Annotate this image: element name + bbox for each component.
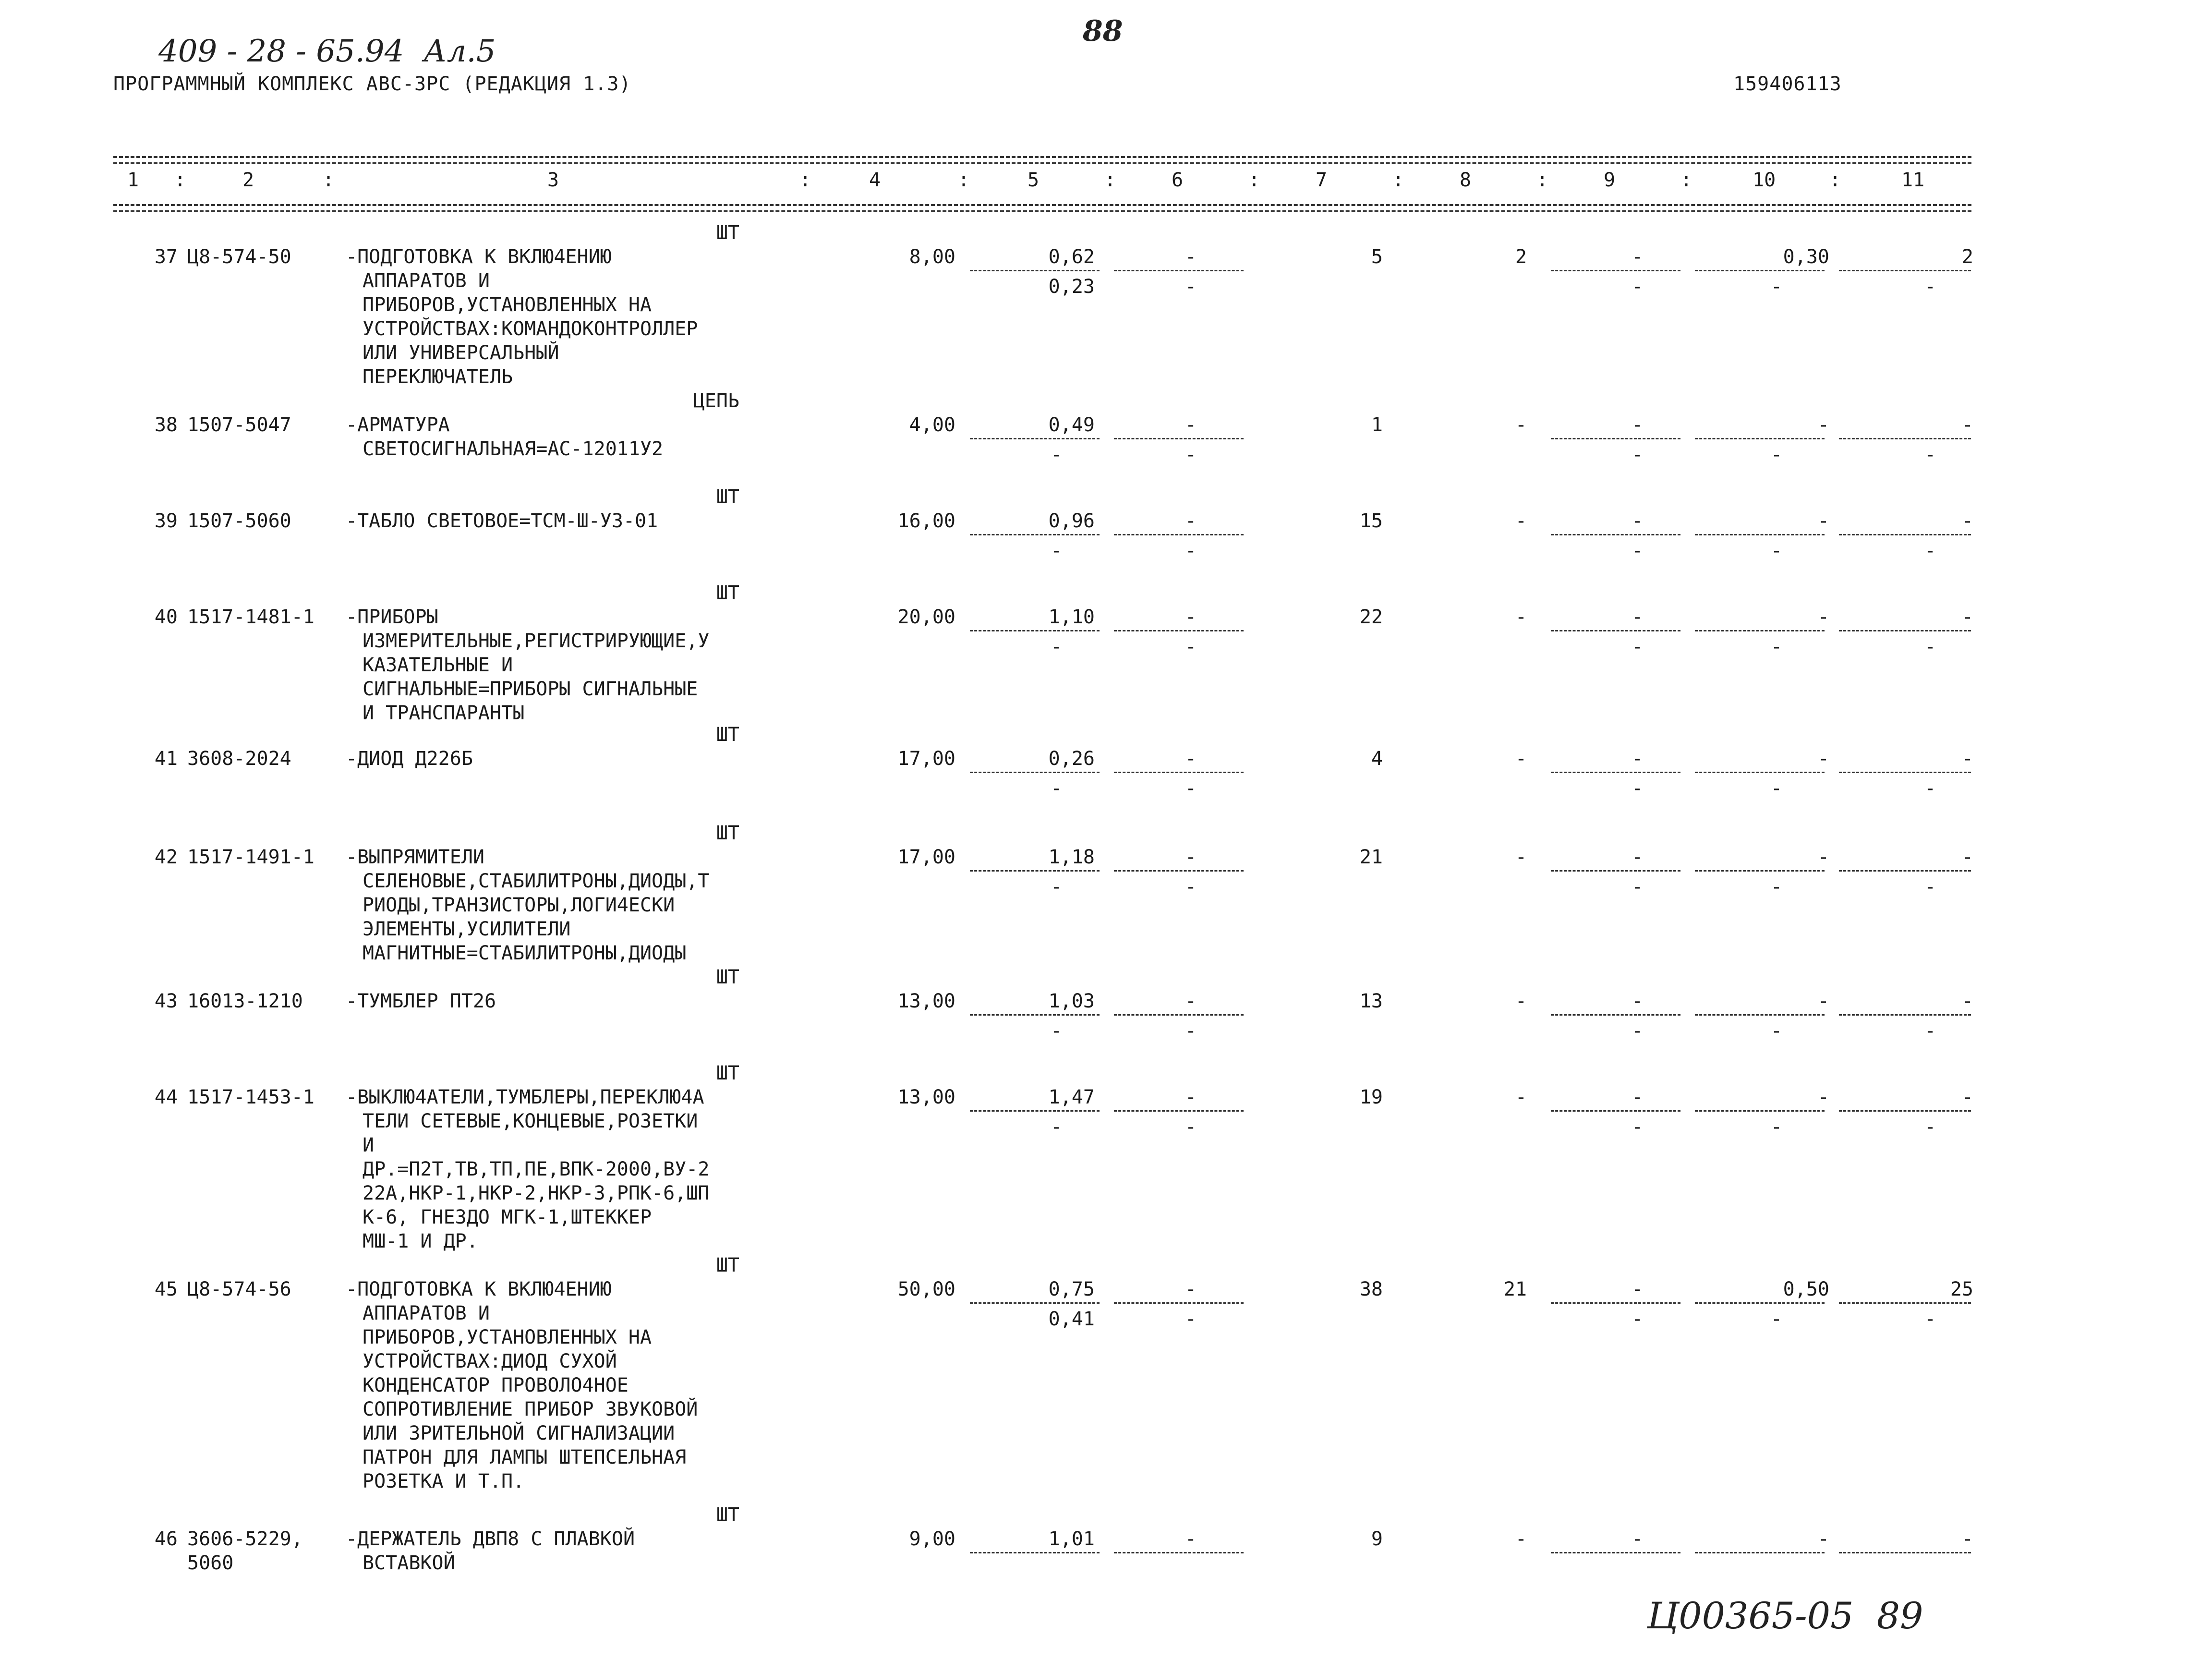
cell-col10-second: - — [1770, 540, 1783, 562]
cell-col5: 0,96 — [1048, 510, 1095, 532]
cell-col10: - — [1817, 846, 1829, 868]
row-description-line: И — [363, 1134, 375, 1156]
cell-col8: - — [1515, 510, 1527, 532]
divider-col6 — [1114, 438, 1244, 439]
column-separator: : — [1829, 169, 1841, 191]
column-header-9: 9 — [1604, 169, 1616, 191]
cell-col4: 17,00 — [897, 846, 955, 868]
cell-col5-second: - — [1050, 1116, 1063, 1138]
row-description-line: И ТРАНСПАРАНТЫ — [363, 702, 525, 724]
cell-col6: - — [1185, 846, 1197, 868]
divider-col9 — [1551, 1014, 1680, 1016]
row-number: 43 — [154, 990, 178, 1012]
divider-col11 — [1839, 270, 1971, 271]
cell-col6: - — [1185, 510, 1197, 532]
cell-col8: - — [1515, 846, 1527, 868]
row-code: 1507-5047 — [187, 414, 291, 436]
row-number: 44 — [154, 1086, 178, 1108]
row-number: 41 — [154, 748, 178, 770]
unit-label: ЦЕПЬ — [693, 390, 739, 412]
cell-col6-second: - — [1185, 1020, 1197, 1042]
cell-col11: - — [1961, 414, 1973, 436]
divider-col11 — [1839, 1302, 1971, 1304]
cell-col5: 1,18 — [1048, 846, 1095, 868]
cell-col10-second: - — [1770, 1020, 1783, 1042]
cell-col11-second: - — [1924, 1308, 1936, 1330]
divider-col9 — [1551, 1552, 1680, 1553]
row-code: 1507-5060 — [187, 510, 291, 532]
divider-col6 — [1114, 1110, 1244, 1112]
cell-col10-second: - — [1770, 1308, 1783, 1330]
cell-col9-second: - — [1631, 876, 1644, 898]
divider-col5 — [970, 870, 1100, 872]
cell-col4: 13,00 — [897, 1086, 955, 1108]
row-description-line: -ТУМБЛЕР ПТ26 — [346, 990, 496, 1012]
divider-col6 — [1114, 1014, 1244, 1016]
doc-number: 159406113 — [1733, 73, 1842, 95]
cell-col11: - — [1961, 1086, 1973, 1108]
column-header-4: 4 — [869, 169, 881, 191]
row-description-line: АППАРАТОВ И — [363, 270, 490, 292]
divider-col9 — [1551, 438, 1680, 439]
column-header-6: 6 — [1172, 169, 1184, 191]
cell-col5-second: 0,41 — [1048, 1308, 1095, 1330]
cell-col5: 1,10 — [1048, 606, 1095, 628]
cell-col10-second: - — [1770, 876, 1783, 898]
cell-col9-second: - — [1631, 444, 1644, 466]
cell-col10-second: - — [1770, 636, 1783, 658]
cell-col10: - — [1817, 510, 1829, 532]
unit-label: ШТ — [716, 486, 739, 508]
cell-col9-second: - — [1631, 276, 1644, 298]
cell-col10: - — [1817, 990, 1829, 1012]
divider-col6 — [1114, 772, 1244, 773]
divider-col11 — [1839, 772, 1971, 773]
cell-col9: - — [1631, 748, 1644, 770]
row-description-line: МШ-1 И ДР. — [363, 1230, 478, 1252]
cell-col11-second: - — [1924, 1020, 1936, 1042]
cell-col11-second: - — [1924, 636, 1936, 658]
cell-col9: - — [1631, 606, 1644, 628]
cell-col5-second: - — [1050, 540, 1063, 562]
row-description-line: СВЕТОСИГНАЛЬНАЯ=АС-12011У2 — [363, 438, 664, 460]
divider-col9 — [1551, 270, 1680, 271]
cell-col11-second: - — [1924, 444, 1936, 466]
cell-col9: - — [1631, 1528, 1644, 1550]
divider-col11 — [1839, 1014, 1971, 1016]
row-code: 3606-5229, — [187, 1528, 303, 1550]
unit-label: ШТ — [716, 724, 739, 746]
row-code: 1517-1453-1 — [187, 1086, 314, 1108]
row-code: 1517-1481-1 — [187, 606, 314, 628]
cell-col9: - — [1631, 246, 1644, 268]
cell-col9: - — [1631, 510, 1644, 532]
cell-col5-second: 0,23 — [1048, 276, 1095, 298]
cell-col11: - — [1961, 990, 1973, 1012]
divider-col5 — [970, 772, 1100, 773]
divider-col10 — [1695, 270, 1825, 271]
row-number: 45 — [154, 1278, 178, 1300]
row-code: Ц8-574-56 — [187, 1278, 291, 1300]
cell-col9-second: - — [1631, 1308, 1644, 1330]
divider-col5 — [970, 270, 1100, 271]
column-header-5: 5 — [1027, 169, 1040, 191]
divider-col10 — [1695, 534, 1825, 535]
cell-col5-second: - — [1050, 1020, 1063, 1042]
cell-col10-second: - — [1770, 276, 1783, 298]
cell-col5: 0,75 — [1048, 1278, 1095, 1300]
row-number: 39 — [154, 510, 178, 532]
cell-col11: - — [1961, 748, 1973, 770]
divider-col6 — [1114, 534, 1244, 535]
column-separator: : — [1536, 169, 1548, 191]
divider-col6 — [1114, 1552, 1244, 1553]
column-header-10: 10 — [1753, 169, 1776, 191]
divider-col10 — [1695, 438, 1825, 439]
column-separator: : — [1248, 169, 1260, 191]
divider-col9 — [1551, 1302, 1680, 1304]
column-separator: : — [174, 169, 186, 191]
row-description-line: -ВЫПРЯМИТЕЛИ — [346, 846, 484, 868]
cell-col9: - — [1631, 1278, 1644, 1300]
cell-col11: - — [1961, 606, 1973, 628]
divider-col11 — [1839, 1552, 1971, 1553]
cell-col8: 2 — [1515, 246, 1527, 268]
unit-label: ШТ — [716, 1254, 739, 1276]
cell-col6: - — [1185, 748, 1197, 770]
divider-col10 — [1695, 870, 1825, 872]
row-description-line: СЕЛЕНОВЫЕ,СТАБИЛИТРОНЫ,ДИОДЫ,Т — [363, 870, 710, 892]
row-description-line: 22А,НКР-1,НКР-2,НКР-3,РПК-6,ШП — [363, 1182, 710, 1204]
cell-col6-second: - — [1185, 876, 1197, 898]
divider-col10 — [1695, 630, 1825, 631]
divider-col11 — [1839, 438, 1971, 439]
cell-col9-second: - — [1631, 777, 1644, 800]
cell-col10: - — [1817, 1528, 1829, 1550]
handwritten-code: 409 - 28 - 65.94 Ал.5 — [158, 34, 496, 69]
cell-col11: 25 — [1950, 1278, 1973, 1300]
row-number: 37 — [154, 246, 178, 268]
row-description-line: -ПОДГОТОВКА К ВКЛЮ4ЕНИЮ — [346, 246, 612, 268]
cell-col8: - — [1515, 990, 1527, 1012]
unit-label: ШТ — [716, 1504, 739, 1526]
cell-col9: - — [1631, 990, 1644, 1012]
cell-col10: - — [1817, 748, 1829, 770]
cell-col10: - — [1817, 606, 1829, 628]
column-separator: : — [1392, 169, 1404, 191]
unit-label: ШТ — [716, 1062, 739, 1084]
column-header-3: 3 — [547, 169, 559, 191]
cell-col5-second: - — [1050, 444, 1063, 466]
cell-col10: - — [1817, 1086, 1829, 1108]
cell-col4: 16,00 — [897, 510, 955, 532]
cell-col7: 22 — [1359, 606, 1383, 628]
unit-label: ШТ — [716, 822, 739, 844]
unit-label: ШТ — [716, 966, 739, 988]
cell-col6: - — [1185, 606, 1197, 628]
divider-col10 — [1695, 1302, 1825, 1304]
cell-col10-second: - — [1770, 1116, 1783, 1138]
row-description-line: ПРИБОРОВ,УСТАНОВЛЕННЫХ НА — [363, 294, 652, 316]
cell-col4: 4,00 — [909, 414, 955, 436]
cell-col9-second: - — [1631, 1116, 1644, 1138]
row-description-line: -ВЫКЛЮ4АТЕЛИ,ТУМБЛЕРЫ,ПЕРЕКЛЮ4А — [346, 1086, 704, 1108]
cell-col6: - — [1185, 414, 1197, 436]
cell-col4: 13,00 — [897, 990, 955, 1012]
cell-col9: - — [1631, 1086, 1644, 1108]
row-description-line: УСТРОЙСТВАХ:ДИОД СУХОЙ — [363, 1350, 617, 1372]
cell-col7: 9 — [1371, 1528, 1383, 1550]
column-separator: : — [323, 169, 335, 191]
row-description-line: МАГНИТНЫЕ=СТАБИЛИТРОНЫ,ДИОДЫ — [363, 942, 687, 964]
column-header-7: 7 — [1316, 169, 1328, 191]
cell-col8: - — [1515, 748, 1527, 770]
row-description-line: -ДЕРЖАТЕЛЬ ДВП8 С ПЛАВКОЙ — [346, 1528, 635, 1550]
cell-col10: 0,50 — [1783, 1278, 1829, 1300]
cell-col5: 0,26 — [1048, 748, 1095, 770]
row-description-line: ИЛИ ЗРИТЕЛЬНОЙ СИГНАЛИЗАЦИИ — [363, 1422, 675, 1444]
row-number: 38 — [154, 414, 178, 436]
cell-col6: - — [1185, 1528, 1197, 1550]
row-description-line: ТЕЛИ СЕТЕВЫЕ,КОНЦЕВЫЕ,РОЗЕТКИ — [363, 1110, 698, 1132]
cell-col10: - — [1817, 414, 1829, 436]
cell-col5: 1,01 — [1048, 1528, 1095, 1550]
program-title: ПРОГРАММНЫЙ КОМПЛЕКС АВС-3РС (РЕДАКЦИЯ 1.3) — [113, 73, 631, 95]
cell-col6-second: - — [1185, 777, 1197, 800]
cell-col6: - — [1185, 246, 1197, 268]
row-description-line: СОПРОТИВЛЕНИЕ ПРИБОР ЗВУКОВОЙ — [363, 1398, 698, 1420]
cell-col4: 8,00 — [909, 246, 955, 268]
cell-col8: - — [1515, 414, 1527, 436]
row-description-line: ЭЛЕМЕНТЫ,УСИЛИТЕЛИ — [363, 918, 571, 940]
cell-col9-second: - — [1631, 636, 1644, 658]
cell-col4: 20,00 — [897, 606, 955, 628]
cell-col8: - — [1515, 1528, 1527, 1550]
divider-col5 — [970, 1014, 1100, 1016]
cell-col6-second: - — [1185, 444, 1197, 466]
row-description-line: ИЛИ УНИВЕРСАЛЬНЫЙ — [363, 342, 559, 364]
divider-col5 — [970, 630, 1100, 631]
page-mark: 88 — [1083, 14, 1123, 48]
row-description-line: -ПРИБОРЫ — [346, 606, 438, 628]
row-description-line: ПРИБОРОВ,УСТАНОВЛЕННЫХ НА — [363, 1326, 652, 1348]
cell-col7: 1 — [1371, 414, 1383, 436]
cell-col5: 0,62 — [1048, 246, 1095, 268]
cell-col5: 1,03 — [1048, 990, 1095, 1012]
column-separator: : — [799, 169, 811, 191]
column-header-2: 2 — [242, 169, 254, 191]
row-description-line: К-6, ГНЕЗДО МГК-1,ШТЕККЕР — [363, 1206, 652, 1228]
cell-col7: 5 — [1371, 246, 1383, 268]
row-description-line: СИГНАЛЬНЫЕ=ПРИБОРЫ СИГНАЛЬНЫЕ — [363, 678, 698, 700]
cell-col7: 13 — [1359, 990, 1383, 1012]
row-description-line: АППАРАТОВ И — [363, 1302, 490, 1324]
divider-col11 — [1839, 630, 1971, 631]
cell-col10-second: - — [1770, 444, 1783, 466]
divider-col9 — [1551, 772, 1680, 773]
cell-col7: 21 — [1359, 846, 1383, 868]
cell-col11-second: - — [1924, 276, 1936, 298]
cell-col4: 9,00 — [909, 1528, 955, 1550]
row-code: Ц8-574-50 — [187, 246, 291, 268]
row-description-line: ВСТАВКОЙ — [363, 1552, 455, 1574]
cell-col7: 38 — [1359, 1278, 1383, 1300]
cell-col11-second: - — [1924, 1116, 1936, 1138]
cell-col6: - — [1185, 1086, 1197, 1108]
column-separator: : — [1680, 169, 1692, 191]
divider-col6 — [1114, 1302, 1244, 1304]
divider-col11 — [1839, 870, 1971, 872]
cell-col9-second: - — [1631, 1020, 1644, 1042]
cell-col4: 17,00 — [897, 748, 955, 770]
row-description-line: -ДИОД Д226Б — [346, 748, 473, 770]
divider-col11 — [1839, 534, 1971, 535]
cell-col10: 0,30 — [1783, 246, 1829, 268]
cell-col6-second: - — [1185, 276, 1197, 298]
divider-col5 — [970, 1302, 1100, 1304]
cell-col9: - — [1631, 846, 1644, 868]
divider-col9 — [1551, 630, 1680, 631]
cell-col7: 15 — [1359, 510, 1383, 532]
column-separator: : — [958, 169, 970, 191]
row-code: 16013-1210 — [187, 990, 303, 1012]
cell-col11: - — [1961, 1528, 1973, 1550]
row-description-line: КАЗАТЕЛЬНЫЕ И — [363, 654, 513, 676]
column-header-11: 11 — [1901, 169, 1925, 191]
divider-col9 — [1551, 1110, 1680, 1112]
cell-col6: - — [1185, 1278, 1197, 1300]
cell-col11: - — [1961, 510, 1973, 532]
cell-col5: 1,47 — [1048, 1086, 1095, 1108]
row-description-line: -ТАБЛО СВЕТОВОЕ=ТСМ-Ш-У3-01 — [346, 510, 658, 532]
divider-col10 — [1695, 1014, 1825, 1016]
cell-col6-second: - — [1185, 1116, 1197, 1138]
row-description-line: КОНДЕНСАТОР ПРОВОЛО4НОЕ — [363, 1374, 629, 1396]
row-description-line: ПЕРЕКЛЮЧАТЕЛЬ — [363, 366, 513, 388]
cell-col10-second: - — [1770, 777, 1783, 800]
row-description-line: ИЗМЕРИТЕЛЬНЫЕ,РЕГИСТРИРУЮЩИЕ,У — [363, 630, 710, 652]
column-header-8: 8 — [1460, 169, 1472, 191]
cell-col8: - — [1515, 606, 1527, 628]
row-code: 3608-2024 — [187, 748, 291, 770]
divider-col5 — [970, 1552, 1100, 1553]
divider-col6 — [1114, 870, 1244, 872]
cell-col4: 50,00 — [897, 1278, 955, 1300]
cell-col9: - — [1631, 414, 1644, 436]
column-header-1: 1 — [127, 169, 139, 191]
divider-col5 — [970, 1110, 1100, 1112]
column-separator: : — [1104, 169, 1116, 191]
divider-col10 — [1695, 1110, 1825, 1112]
row-code: 1517-1491-1 — [187, 846, 314, 868]
unit-label: ШТ — [716, 222, 739, 244]
cell-col9-second: - — [1631, 540, 1644, 562]
row-code: 5060 — [187, 1552, 234, 1574]
unit-label: ШТ — [716, 582, 739, 604]
divider-col10 — [1695, 1552, 1825, 1553]
row-number: 40 — [154, 606, 178, 628]
cell-col6-second: - — [1185, 540, 1197, 562]
cell-col7: 4 — [1371, 748, 1383, 770]
cell-col7: 19 — [1359, 1086, 1383, 1108]
divider-col6 — [1114, 630, 1244, 631]
divider-col6 — [1114, 270, 1244, 271]
divider-col10 — [1695, 772, 1825, 773]
row-description-line: РИОДЫ,ТРАНЗИСТОРЫ,ЛОГИ4ЕСКИ — [363, 894, 675, 916]
row-number: 42 — [154, 846, 178, 868]
row-description-line: ДР.=П2Т,ТВ,ТП,ПЕ,ВПК-2000,ВУ-2 — [363, 1158, 710, 1180]
row-description-line: -АРМАТУРА — [346, 414, 450, 436]
cell-col11: - — [1961, 846, 1973, 868]
cell-col11-second: - — [1924, 777, 1936, 800]
cell-col8: 21 — [1503, 1278, 1527, 1300]
cell-col6-second: - — [1185, 1308, 1197, 1330]
row-description-line: РОЗЕТКА И Т.П. — [363, 1470, 525, 1492]
cell-col11-second: - — [1924, 876, 1936, 898]
cell-col11-second: - — [1924, 540, 1936, 562]
cell-col8: - — [1515, 1086, 1527, 1108]
cell-col11: 2 — [1961, 246, 1973, 268]
divider-col5 — [970, 438, 1100, 439]
row-description-line: -ПОДГОТОВКА К ВКЛЮ4ЕНИЮ — [346, 1278, 612, 1300]
cell-col5-second: - — [1050, 876, 1063, 898]
row-description-line: УСТРОЙСТВАХ:КОМАНДОКОНТРОЛЛЕР — [363, 318, 698, 340]
cell-col6: - — [1185, 990, 1197, 1012]
handwritten-stamp: Ц00365-05 89 — [1647, 1594, 1923, 1637]
divider-col5 — [970, 534, 1100, 535]
cell-col6-second: - — [1185, 636, 1197, 658]
row-number: 46 — [154, 1528, 178, 1550]
cell-col5: 0,49 — [1048, 414, 1095, 436]
divider-col11 — [1839, 1110, 1971, 1112]
cell-col5-second: - — [1050, 636, 1063, 658]
divider-col9 — [1551, 870, 1680, 872]
cell-col5-second: - — [1050, 777, 1063, 800]
divider-col9 — [1551, 534, 1680, 535]
row-description-line: ПАТРОН ДЛЯ ЛАМПЫ ШТЕПСЕЛЬНАЯ — [363, 1446, 687, 1468]
